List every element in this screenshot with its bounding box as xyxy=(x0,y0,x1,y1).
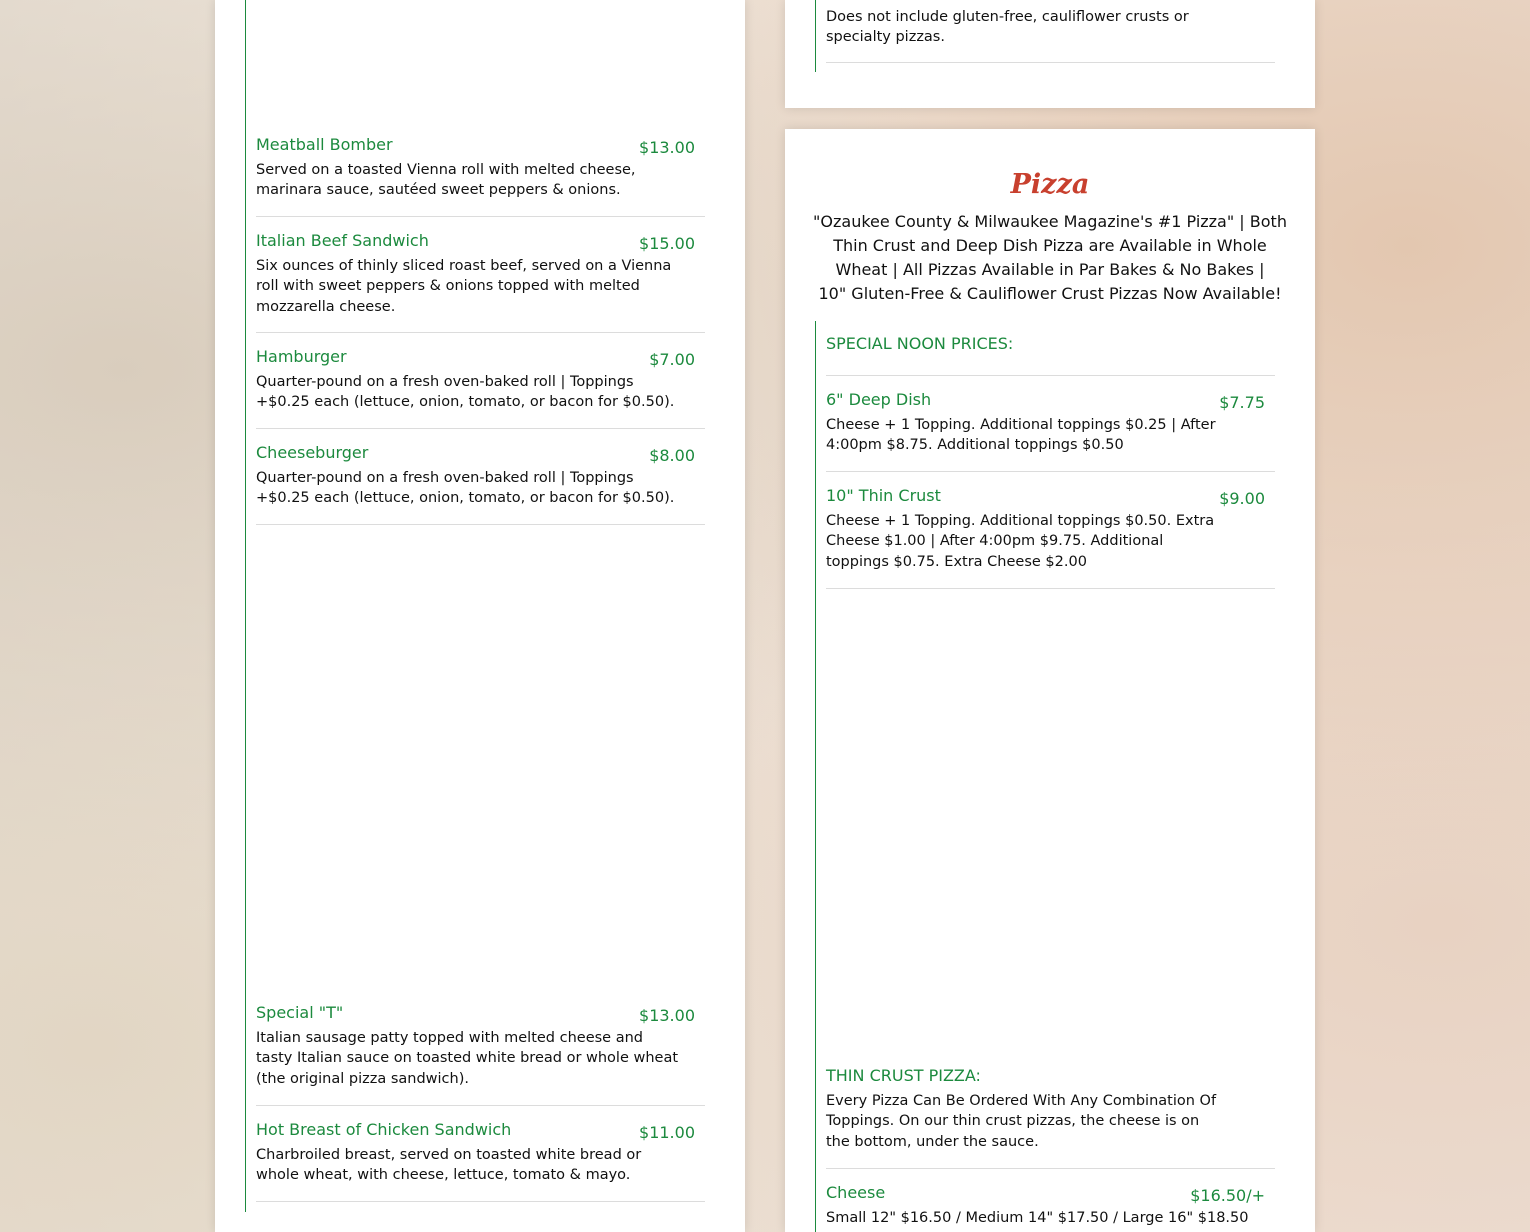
menu-item-cheese-pizza[interactable] xyxy=(826,1183,1265,1232)
menu-item-hamburger[interactable] xyxy=(256,347,695,417)
item-separator xyxy=(826,471,1275,472)
item-price: $13.00 xyxy=(639,138,695,157)
menu-left-rail xyxy=(815,0,816,72)
item-separator xyxy=(256,332,705,333)
item-description: Served on a toasted Vienna roll with melted cheese, marinara sauce, sautéed sweet peppers & onions. xyxy=(256,162,636,199)
item-price: $8.00 xyxy=(649,446,695,465)
item-separator xyxy=(826,375,1275,376)
item-price: $16.50/+ xyxy=(1190,1186,1265,1205)
item-name: Italian Beef Sandwich xyxy=(256,231,429,250)
item-price: $13.00 xyxy=(639,1006,695,1025)
item-separator xyxy=(826,62,1275,63)
menu-item-special-t[interactable] xyxy=(256,1003,695,1093)
noon-prices-heading: SPECIAL NOON PRICES: xyxy=(826,334,1014,353)
item-description: Charbroiled breast, served on toasted white bread or whole wheat, with cheese, lettuce, tomato & mayo. xyxy=(256,1147,642,1184)
item-name: Meatball Bomber xyxy=(256,135,393,154)
previous-section-panel xyxy=(785,0,1315,108)
menu-item-meatball-bomber[interactable] xyxy=(256,135,695,205)
item-description: Small 12" $16.50 / Medium 14" $17.50 / Large 16" $18.50 xyxy=(826,1210,1249,1226)
item-price: $11.00 xyxy=(639,1123,695,1142)
item-name: 6" Deep Dish xyxy=(826,390,932,409)
menu-item-6-deep-dish[interactable] xyxy=(826,390,1265,460)
item-name: 10" Thin Crust xyxy=(826,486,941,505)
thin-crust-heading: THIN CRUST PIZZA: xyxy=(826,1066,981,1085)
intro-line: 10" Gluten-Free & Cauliflower Crust Pizzas Now Available! xyxy=(818,284,1282,303)
sandwiches-menu-panel xyxy=(215,0,745,1232)
item-price: $15.00 xyxy=(639,234,695,253)
item-separator xyxy=(256,216,705,217)
item-description: Cheese + 1 Topping. Additional toppings $0.25 | After 4:00pm $8.75. Additional toppings $0.50 xyxy=(826,417,1216,454)
thin-crust-description: Every Pizza Can Be Ordered With Any Combination Of Toppings. On our thin crust pizzas, the cheese is on the bottom, under the sauce. xyxy=(826,1093,1217,1150)
item-separator xyxy=(256,524,705,525)
section-intro xyxy=(813,210,1287,306)
menu-item-10-thin-crust[interactable] xyxy=(826,486,1265,576)
item-description: Six ounces of thinly sliced roast beef, served on a Vienna roll with sweet peppers & onions topped with melted mozzarella cheese. xyxy=(256,258,672,315)
previous-section-note: Does not include gluten-free, cauliflower crusts or specialty pizzas. xyxy=(826,9,1189,46)
item-description: Quarter-pound on a fresh oven-baked roll | Toppings +$0.25 each (lettuce, onion, tomato, or bacon for $0.50). xyxy=(256,374,675,411)
menu-item-italian-beef-sandwich[interactable] xyxy=(256,231,695,321)
item-name: Hamburger xyxy=(256,347,347,366)
item-description: Cheese + 1 Topping. Additional toppings $0.50. Extra Cheese $1.00 | After 4:00pm $9.75. Additional toppings $0.75. Extra Cheese $2.00 xyxy=(826,513,1215,570)
menu-item-cheeseburger[interactable] xyxy=(256,443,695,513)
item-description: Quarter-pound on a fresh oven-baked roll | Toppings +$0.25 each (lettuce, onion, tomato, or bacon for $0.50). xyxy=(256,470,675,507)
item-name: Cheeseburger xyxy=(256,443,369,462)
section-title: Pizza xyxy=(1010,169,1090,200)
item-separator xyxy=(826,588,1275,589)
item-price: $7.00 xyxy=(649,350,695,369)
item-price: $7.75 xyxy=(1219,393,1265,412)
menu-item-hot-breast-of-chicken[interactable] xyxy=(256,1120,695,1190)
item-name: Cheese xyxy=(826,1183,886,1202)
item-separator xyxy=(256,1105,705,1106)
menu-left-rail xyxy=(815,321,816,1232)
intro-line: "Ozaukee County & Milwaukee Magazine's #1 Pizza" | Both Thin Crust and Deep Dish Pizza are Available in Whole Wheat | All Pizzas Available in Par Bakes & No Bakes | xyxy=(813,212,1287,279)
item-separator xyxy=(256,428,705,429)
item-price: $9.00 xyxy=(1219,489,1265,508)
item-separator xyxy=(826,1168,1275,1169)
item-separator xyxy=(256,1201,705,1202)
pizza-menu-panel xyxy=(785,129,1315,1232)
item-name: Special "T" xyxy=(256,1003,344,1022)
menu-left-rail xyxy=(245,0,246,1212)
item-description: Italian sausage patty topped with melted cheese and tasty Italian sauce on toasted white bread or whole wheat (the original pizza sandwich). xyxy=(256,1030,679,1087)
item-name: Hot Breast of Chicken Sandwich xyxy=(256,1120,512,1139)
